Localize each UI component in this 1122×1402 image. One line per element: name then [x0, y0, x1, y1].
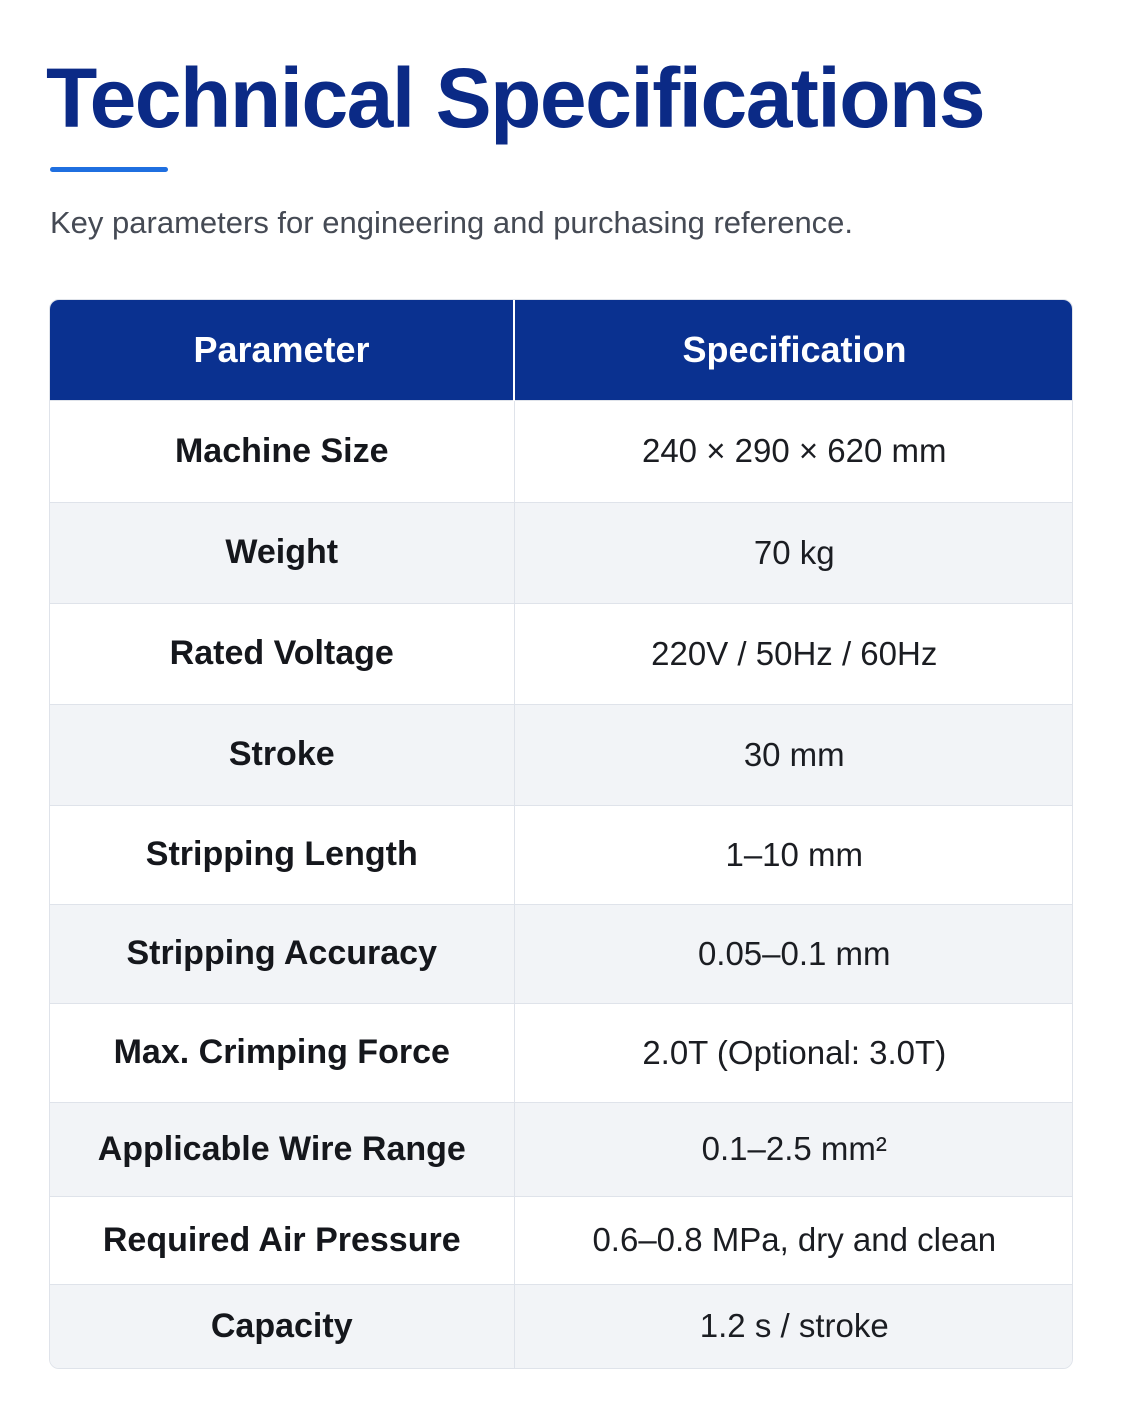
table-row	[50, 1003, 1073, 1102]
page-subtitle: Key parameters for engineering and purchasing reference.	[50, 205, 854, 240]
title-accent-bar	[50, 167, 168, 172]
row-specification: 0.1–2.5 mm²	[514, 1102, 1073, 1196]
table-row	[50, 904, 1073, 1003]
table-row	[50, 502, 1073, 603]
table-row	[50, 400, 1073, 502]
row-parameter: Stripping Length	[50, 805, 514, 904]
spec-table-container	[49, 299, 1073, 1369]
table-row	[50, 805, 1073, 904]
header-row	[50, 300, 1073, 400]
row-parameter: Applicable Wire Range	[50, 1102, 514, 1196]
row-specification: 70 kg	[514, 502, 1073, 603]
row-specification: 0.6–0.8 MPa, dry and clean	[514, 1196, 1073, 1284]
row-parameter: Stroke	[50, 704, 514, 805]
spec-table	[50, 300, 1073, 1368]
row-parameter: Max. Crimping Force	[50, 1003, 514, 1102]
header-specification: Specification	[514, 300, 1073, 400]
spec-table-header	[50, 300, 1073, 400]
row-specification: 220V / 50Hz / 60Hz	[514, 603, 1073, 704]
page-title: Technical Specifications	[46, 51, 985, 145]
table-row	[50, 1102, 1073, 1196]
row-specification: 2.0T (Optional: 3.0T)	[514, 1003, 1073, 1102]
header-parameter: Parameter	[50, 300, 514, 400]
row-specification: 30 mm	[514, 704, 1073, 805]
spec-table-body	[50, 400, 1073, 1368]
row-specification: 1.2 s / stroke	[514, 1284, 1073, 1368]
row-specification: 0.05–0.1 mm	[514, 904, 1073, 1003]
row-parameter: Stripping Accuracy	[50, 904, 514, 1003]
row-parameter: Capacity	[50, 1284, 514, 1368]
row-specification: 1–10 mm	[514, 805, 1073, 904]
row-parameter: Weight	[50, 502, 514, 603]
row-parameter: Rated Voltage	[50, 603, 514, 704]
table-row	[50, 704, 1073, 805]
row-parameter: Machine Size	[50, 400, 514, 502]
table-row	[50, 603, 1073, 704]
table-row	[50, 1196, 1073, 1284]
table-row	[50, 1284, 1073, 1368]
row-parameter: Required Air Pressure	[50, 1196, 514, 1284]
row-specification: 240 × 290 × 620 mm	[514, 400, 1073, 502]
